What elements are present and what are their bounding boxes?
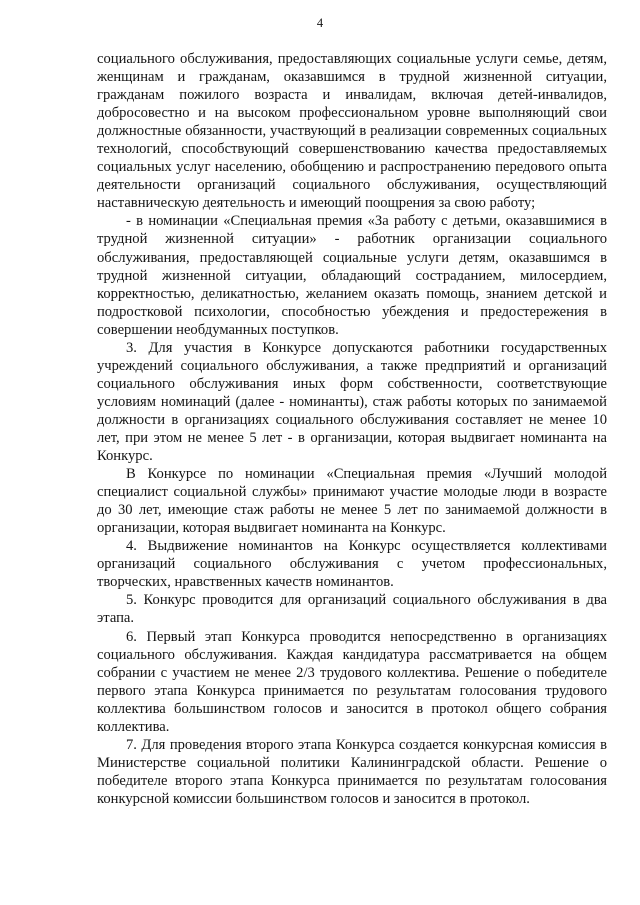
document-body (97, 50, 607, 808)
paragraph-continuation: социального обслуживания, предоставляющих социальные услуги семье, детям, женщинам и гражданам, оказавшимся в трудной жизненной ситуации, гражданам пожилого возраста и инвалидам, включая детей-инвалидов, добросовестно и на высоком профессиональном уровне выполняющий свои должностные обязанности, участвующий в реализации современных социальных технологий, способствующий совершенствованию качества предоставляемых социальных услуг населению, обобщению и распространению передового опыта деятельности организаций социального обслуживания, осуществляющий наставническую деятельность и имеющий поощрения за свою работу; (97, 51, 607, 212)
paragraph-young-specialist: В Конкурсе по номинации «Специальная премия «Лучший молодой специалист социальной службы» принимают участие молодые люди в возрасте до 30 лет, имеющие стаж работы не менее 5 лет по занимаемой должности в организации, которая выдвигает номинанта на Конкурс. (97, 466, 607, 537)
paragraph-item-7: 7. Для проведения второго этапа Конкурса создается конкурсная комиссия в Министерстве социальной политики Калининградской области. Решение о победителе второго этапа Конкурса принимается по результатам голосования конкурсной комиссии большинством голосов и заносится в протокол. (97, 736, 607, 807)
paragraph-item-4: 4. Выдвижение номинантов на Конкурс осуществляется коллективами организаций социального обслуживания с учетом профессиональных, творческих, нравственных качеств номинантов. (97, 538, 607, 591)
page-number: 4 (316, 16, 324, 30)
paragraph-item-5: 5. Конкурс проводится для организаций социального обслуживания в два этапа. (97, 592, 607, 627)
paragraph-item-3: 3. Для участия в Конкурсе допускаются работники государственных учреждений социального обслуживания, а также предприятий и организаций социального обслуживания иных форм собственности, соответствующие условиям номинаций (далее - номинанты), стаж работы которых по занимаемой должности в организациях социального обслуживания составляет не менее 10 лет, при этом не менее 5 лет - в организации, которая выдвигает номинанта на Конкурс. (97, 339, 607, 465)
paragraph-item-6: 6. Первый этап Конкурса проводится непосредственно в организациях социального обслуживания. Каждая кандидатура рассматривается на общем собрании с участием не менее 2/3 трудового коллектива. Решение о победителе первого этапа Конкурса принимается по результатам голосования трудового коллектива большинством голосов и заносится в протокол общего собрания коллектива. (97, 628, 607, 735)
paragraph-nomination-children: - в номинации «Специальная премия «За работу с детьми, оказавшимися в трудной жизненной ситуации» - работник организации социального обслуживания, предоставляющей социальные услуги детям, оказавшимся в трудной жизненной ситуации, обладающий состраданием, милосердием, корректностью, деликатностью, желанием оказать помощь, знанием детской и подростковой психологии, способностью убеждения и предостережения в совершении необдуманных поступков. (97, 213, 607, 338)
